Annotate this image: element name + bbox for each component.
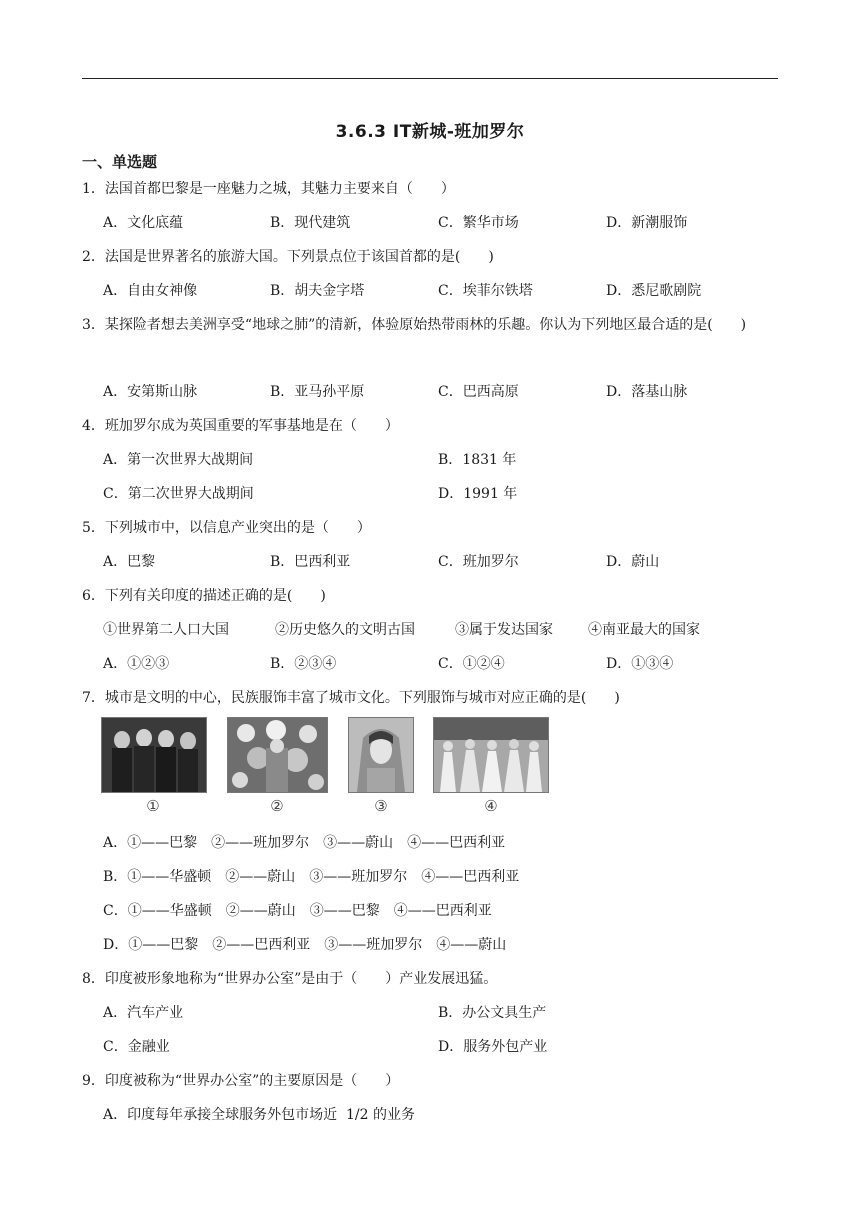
q2-option-d: D．悉尼歌剧院: [606, 283, 702, 299]
q7-option-c: C．①——华盛顿 ②——蔚山 ③——巴黎 ④——巴西利亚: [103, 903, 492, 919]
q6-option-c: C．①②④: [438, 656, 505, 672]
costume-photo-1: [101, 717, 207, 793]
q8-option-a: A．汽车产业: [103, 1005, 184, 1021]
q6-statement-3: ③属于发达国家: [455, 622, 553, 638]
q6-option-b: B．②③④: [270, 656, 337, 672]
q6-option-a: A．①②③: [103, 656, 170, 672]
q3-option-c: C．巴西高原: [438, 384, 519, 400]
question-1-stem: 1．法国首都巴黎是一座魅力之城，其魅力主要来自（ ）: [82, 181, 455, 197]
q5-option-a: A．巴黎: [103, 554, 156, 570]
photo-label-1: ①: [146, 797, 160, 815]
question-2-stem: 2．法国是世界著名的旅游大国。下列景点位于该国首都的是( ): [82, 249, 494, 265]
costume-photo-2: [227, 717, 328, 793]
q3-option-d: D．落基山脉: [606, 384, 688, 400]
q8-option-c: C．金融业: [103, 1039, 170, 1055]
q2-option-c: C．埃菲尔铁塔: [438, 283, 533, 299]
q8-option-d: D．服务外包产业: [438, 1039, 548, 1055]
question-3-stem: 3．某探险者想去美洲享受“地球之肺”的清新，体验原始热带雨林的乐趣。你认为下列地区最合适的是( ): [82, 317, 747, 333]
photo-label-2: ②: [270, 797, 284, 815]
costume-photo-3: [348, 717, 414, 793]
question-7-stem: 7．城市是文明的中心，民族服饰丰富了城市文化。下列服饰与城市对应正确的是( ): [82, 690, 620, 706]
q6-option-d: D．①③④: [606, 656, 674, 672]
q7-option-b: B．①——华盛顿 ②——蔚山 ③——班加罗尔 ④——巴西利亚: [103, 869, 520, 885]
q1-option-d: D．新潮服饰: [606, 215, 688, 231]
page-title: 3.6.3 IT新城-班加罗尔: [335, 122, 525, 142]
header-rule: [82, 78, 778, 79]
q4-option-a: A．第一次世界大战期间: [103, 452, 254, 468]
q1-option-a: A．文化底蕴: [103, 215, 184, 231]
q1-option-c: C．繁华市场: [438, 215, 519, 231]
question-8-stem: 8．印度被形象地称为“世界办公室”是由于（ ）产业发展迅猛。: [82, 971, 498, 987]
question-5-stem: 5．下列城市中，以信息产业突出的是（ ）: [82, 520, 371, 536]
q2-option-a: A．自由女神像: [103, 283, 198, 299]
q6-statement-4: ④南亚最大的国家: [588, 622, 700, 638]
q5-option-b: B．巴西利亚: [270, 554, 351, 570]
q8-option-b: B．办公文具生产: [438, 1005, 547, 1021]
question-6-stem: 6．下列有关印度的描述正确的是( ): [82, 588, 326, 604]
section-heading: 一、单选题: [82, 153, 158, 171]
q4-option-d: D．1991 年: [438, 486, 518, 502]
q5-option-d: D．蔚山: [606, 554, 660, 570]
photo-label-3: ③: [374, 797, 388, 815]
costume-photo-4: [433, 717, 549, 793]
q7-option-a: A．①——巴黎 ②——班加罗尔 ③——蔚山 ④——巴西利亚: [103, 835, 506, 851]
question-4-stem: 4．班加罗尔成为英国重要的军事基地是在（ ）: [82, 418, 399, 434]
q2-option-b: B．胡夫金字塔: [270, 283, 365, 299]
q7-option-d: D．①——巴黎 ②——巴西利亚 ③——班加罗尔 ④——蔚山: [103, 937, 507, 953]
q6-statement-1: ①世界第二人口大国: [103, 622, 229, 638]
q4-option-c: C．第二次世界大战期间: [103, 486, 254, 502]
question-9-stem: 9．印度被称为“世界办公室”的主要原因是（ ）: [82, 1073, 400, 1089]
q4-option-b: B．1831 年: [438, 452, 517, 468]
q1-option-b: B．现代建筑: [270, 215, 351, 231]
q9-option-a: A．印度每年承接全球服务外包市场近 1/2 的业务: [103, 1107, 415, 1123]
q5-option-c: C．班加罗尔: [438, 554, 519, 570]
q6-statement-2: ②历史悠久的文明古国: [275, 622, 415, 638]
q3-option-b: B．亚马孙平原: [270, 384, 365, 400]
photo-label-4: ④: [484, 797, 498, 815]
q3-option-a: A．安第斯山脉: [103, 384, 198, 400]
